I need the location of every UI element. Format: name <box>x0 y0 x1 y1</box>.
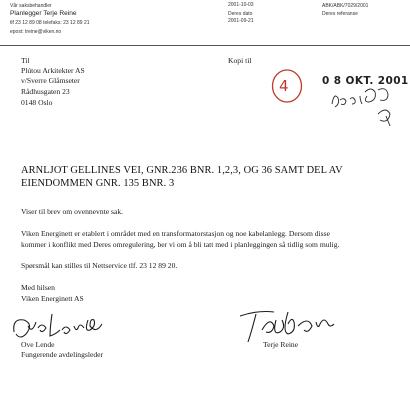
received-date-stamp: 0 8 OKT. 2001 <box>322 75 409 87</box>
signer-1-name: Ove Lende <box>21 340 55 349</box>
handler-name: Planlegger Terje Reine <box>10 10 77 17</box>
recipient-line: Rådhusgaten 23 <box>21 87 70 96</box>
closing-company: Viken Energinett AS <box>21 294 84 303</box>
letter-date: 2001-10-03 <box>228 2 254 8</box>
handler-email: epost: treine@viken.no <box>10 29 62 35</box>
subject-line-1: ARNLJOT GELLINES VEI, GNR.236 BNR. 1,2,3, OG 36 SAMT DEL AV <box>21 165 343 176</box>
recipient-line: 0148 Oslo <box>21 98 53 107</box>
recipient-line: Plútou Arkitekter AS <box>21 66 85 75</box>
their-date: 2001-09-21 <box>228 18 254 24</box>
body-paragraph-2-line-1: Viken Energinett er etablert i området med en transformatorstasjon og noe kabelanlegg. Dersom disse <box>21 229 330 238</box>
their-reference: ABK/ABK/7029/2001 <box>322 3 369 9</box>
subject-line-2: EIENDOMMEN GNR. 135 BNR. 3 <box>21 178 175 189</box>
copy-to-label: Kopi til <box>228 56 252 65</box>
their-reference-caption: Deres referanse <box>322 11 358 17</box>
header-divider <box>0 45 410 46</box>
recipient-label: Til <box>21 56 30 65</box>
body-paragraph-3: Spørsmål kan stilles til Nettservice tlf. 23 12 89 20. <box>21 261 178 270</box>
handler-caption: Vår saksbehandler <box>10 3 52 9</box>
recipient-line: v/Sverre Glåmseter <box>21 76 80 85</box>
signer-1-title: Fungerende avdelingsleder <box>21 350 104 359</box>
handler-phone: tlf 23 12 89 08 telefaks: 23 12 89 21 <box>10 20 90 26</box>
their-date-caption: Deres dato <box>228 11 253 17</box>
signer-2-name: Terje Reine <box>263 340 299 349</box>
handwritten-copy-note-icon <box>332 89 388 107</box>
circled-number: 4 <box>279 77 289 95</box>
handwritten-initials-icon <box>378 110 390 126</box>
body-paragraph-1: Viser til brev om ovennevnte sak. <box>21 207 124 216</box>
closing-greeting: Med hilsen <box>21 283 55 292</box>
body-paragraph-2-line-2: kommer i konflikt med Deres omregulering, ber vi om å bli tatt med i planleggingen så tidlig som mulig. <box>21 240 340 249</box>
